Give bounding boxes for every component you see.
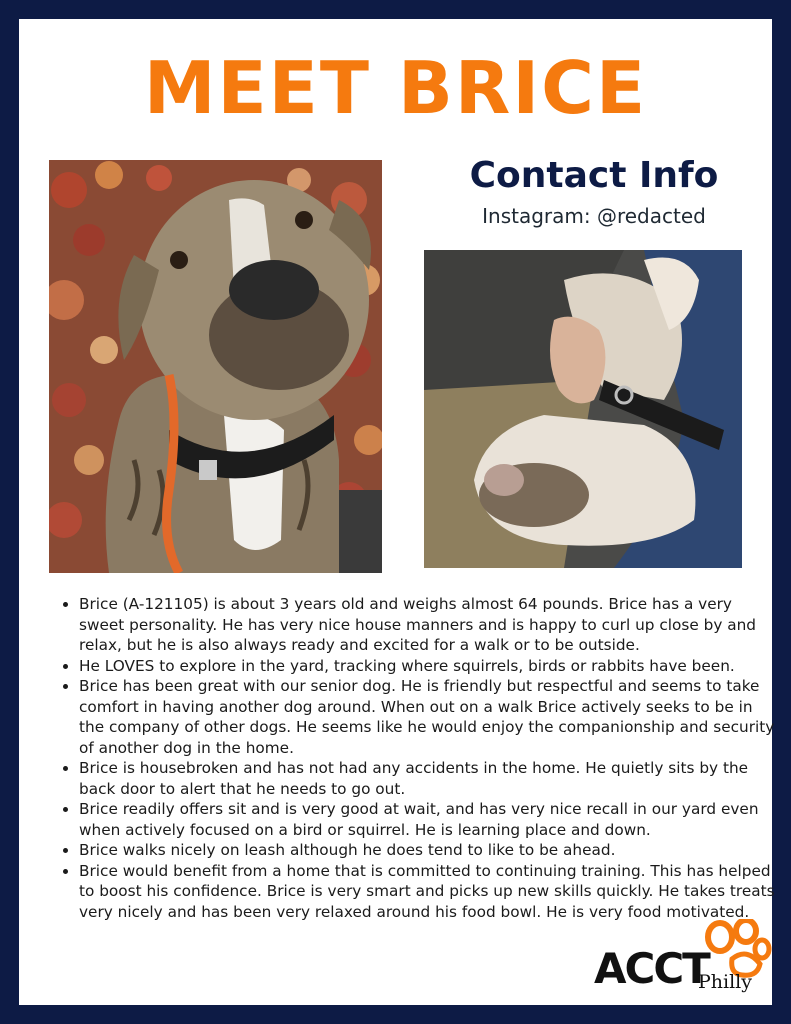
flyer-page (19, 19, 775, 1005)
description-item: • Brice walks nicely on leash although he does tend to like to be ahead. (79, 840, 779, 861)
dog-photo-cuddling (424, 250, 742, 568)
logo-philly-text: Philly (698, 971, 752, 993)
description-item: • Brice has been great with our senior dog. He is friendly but respectful and seems to take comfort in having another dog around. When out on a walk Brice actively seeks to be in the company of other dogs. He seems like he would enjoy the companionship and security of another dog in the home. (79, 676, 779, 758)
contact-instagram: Instagram: @redacted (482, 204, 706, 228)
logo-acct-text: ACCT (594, 944, 709, 993)
description-item: • Brice is housebroken and has not had any accidents in the home. He quietly sits by the back door to alert that he needs to go out. (79, 758, 779, 799)
description-item: • Brice readily offers sit and is very good at wait, and has very nice recall in our yard even when actively focused on a bird or squirrel. He is learning place and down. (79, 799, 779, 840)
contact-heading: Contact Info (469, 155, 719, 196)
acct-philly-logo (594, 919, 769, 999)
dog-photo-main (49, 160, 382, 573)
description-list (51, 594, 779, 922)
flyer-title: MEET BRICE (143, 46, 648, 130)
description-item: • He LOVES to explore in the yard, tracking where squirrels, birds or rabbits have been. (79, 656, 779, 677)
description-item: • Brice would benefit from a home that is committed to continuing training. This has helped to boost his confidence. Brice is very smart and picks up new skills quickly. He takes treats very nicely and has been very relaxed around his food bowl. He is very food motivated. (79, 861, 779, 923)
description-item: • Brice (A-121105) is about 3 years old and weighs almost 64 pounds. Brice has a very sweet personality. He has very nice house manners and is happy to curl up close by and relax, but he is also always ready and excited for a walk or to be outside. (79, 594, 779, 656)
paw-print-icon (702, 919, 772, 979)
